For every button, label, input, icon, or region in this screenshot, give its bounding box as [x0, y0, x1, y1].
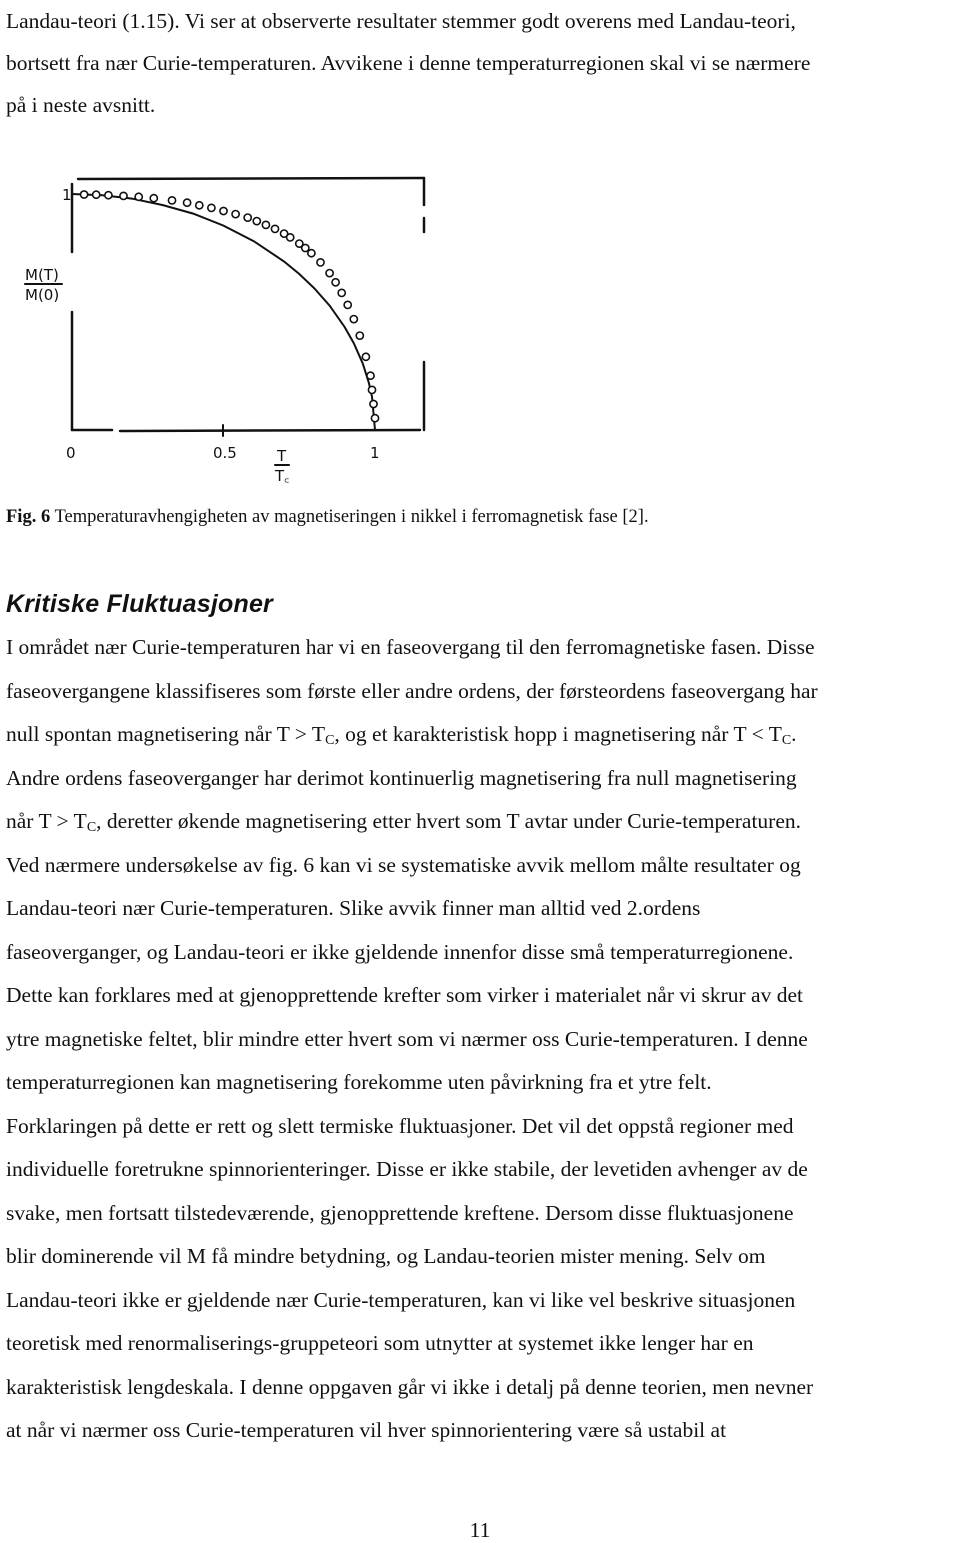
xlabel-numerator: T	[277, 447, 287, 465]
figure-label: Fig. 6	[6, 507, 51, 527]
data-point	[244, 214, 251, 221]
x-tick-label-half: 0.5	[213, 444, 237, 462]
data-point	[317, 259, 324, 266]
body-line: Dette kan forklares med at gjenopprettende krefter som virker i materialet når vi skrur av det	[6, 983, 803, 1007]
data-point	[168, 197, 175, 204]
body-line: ytre magnetiske feltet, blir mindre etter hvert som vi nærmer oss Curie-temperaturen. I denne	[6, 1026, 808, 1051]
body-line: svake, men fortsatt tilstedeværende, gjenopprettende kreftene. Dersom disse fluktuasjonene	[6, 1200, 794, 1225]
intro-line: Landau-teori (1.15). Vi ser at observerte resultater stemmer godt overens med Landau-teori,	[6, 9, 796, 33]
data-point	[120, 192, 127, 199]
data-point	[287, 234, 294, 241]
body-line: Landau-teori nær Curie-temperaturen. Slike avvik finner man alltid ved 2.ordens	[6, 896, 701, 920]
body-line: Andre ordens faseoverganger har derimot kontinuerlig magnetisering fra null magnetisering	[6, 765, 797, 790]
intro-line: på i neste avsnitt.	[6, 93, 156, 117]
section-heading: Kritiske Fluktuasjoner	[6, 590, 273, 618]
body-paragraph	[6, 626, 958, 1453]
subscript-c: C	[325, 733, 335, 748]
data-point	[371, 415, 378, 422]
body-text-run: , deretter økende magnetisering etter hvert som T avtar under Curie-temperaturen.	[96, 809, 802, 833]
body-text-run: når T > T	[6, 809, 87, 833]
data-point	[150, 195, 157, 202]
body-line: I området nær Curie-temperaturen har vi en faseovergang til den ferromagnetiske fasen. Disse	[6, 635, 815, 659]
theory-curve	[72, 194, 375, 430]
data-point	[338, 289, 345, 296]
data-point	[362, 353, 369, 360]
data-point	[271, 225, 278, 232]
data-point	[368, 386, 375, 393]
page-number: 11	[469, 1518, 491, 1542]
body-line: blir dominerende vil M få mindre betydning, og Landau-teorien mister mening. Selv om	[6, 1244, 766, 1268]
theory-curve-layer	[72, 194, 375, 430]
body-line: individuelle foretrukne spinnorienteringer. Disse er ikke stabile, der levetiden avhenger av de	[6, 1157, 808, 1181]
data-point	[262, 221, 269, 228]
x-tick-label-1: 1	[370, 444, 380, 462]
x-axis	[72, 430, 420, 431]
data-point	[232, 211, 239, 218]
data-point	[220, 207, 227, 214]
body-line: faseoverganger, og Landau-teori er ikke gjeldende innenfor disse små temperaturregionene.	[6, 939, 794, 964]
body-line: faseovergangene klassifiseres som første eller andre ordens, der førsteordens faseovergang har	[6, 678, 818, 703]
body-line: karakteristisk lengdeskala. I denne oppgaven går vi ikke i detalj på denne teorien, men nevner	[6, 1374, 814, 1399]
data-point	[370, 400, 377, 407]
data-point	[308, 250, 315, 257]
data-point	[135, 193, 142, 200]
figure-caption-text: Temperaturavhengigheten av magnetiseringen i nikkel i ferromagnetisk fase [2].	[50, 507, 649, 527]
body-line	[6, 800, 958, 844]
body-line: Landau-teori ikke er gjeldende nær Curie-temperaturen, kan vi like vel beskrive situasjonen	[6, 1287, 796, 1312]
body-text-run: null spontan magnetisering når T > T	[6, 722, 326, 746]
data-point	[81, 191, 88, 198]
data-point	[326, 270, 333, 277]
magnetization-figure	[0, 0, 960, 500]
body-line: at når vi nærmer oss Curie-temperaturen vil hver spinnorientering være så ustabil at	[6, 1418, 727, 1442]
intro-line: bortsett fra nær Curie-temperaturen. Avvikene i denne temperaturregionen skal vi se nærmere	[6, 51, 811, 75]
data-point	[344, 301, 351, 308]
body-text-run: , og et karakteristisk hopp i magnetisering når T < T	[334, 722, 782, 746]
data-point	[350, 316, 357, 323]
data-point	[93, 191, 100, 198]
top-frame	[78, 178, 424, 179]
data-point	[105, 192, 112, 199]
ylabel-denominator: M(0)	[25, 286, 60, 304]
data-point	[196, 202, 203, 209]
data-point	[356, 332, 363, 339]
x-tick-label-0: 0	[66, 444, 76, 462]
data-point	[332, 279, 339, 286]
xlabel-denominator: T꜀	[275, 467, 290, 485]
body-line: Ved nærmere undersøkelse av fig. 6 kan vi se systematiske avvik mellom målte resultater og	[6, 852, 801, 877]
body-line	[6, 713, 958, 757]
data-point	[253, 218, 260, 225]
data-point	[208, 204, 215, 211]
data-point	[367, 372, 374, 379]
data-points-layer	[81, 191, 379, 422]
body-line: temperaturregionen kan magnetisering forekomme uten påvirkning fra et ytre felt.	[6, 1070, 712, 1094]
figure-caption	[6, 507, 649, 528]
ylabel-numerator: M(T)	[25, 266, 59, 284]
body-text-run: .	[791, 722, 797, 746]
data-point	[184, 199, 191, 206]
body-line: Forklaringen på dette er rett og slett termiske fluktuasjoner. Det vil det oppstå regioner med	[6, 1113, 794, 1138]
y-tick-label-1: 1	[62, 186, 72, 204]
subscript-c: C	[86, 820, 97, 835]
body-line: teoretisk med renormaliserings-gruppeteori som utnytter at systemet ikke lenger har en	[6, 1331, 754, 1355]
data-point	[302, 244, 309, 251]
subscript-c: C	[781, 733, 792, 748]
